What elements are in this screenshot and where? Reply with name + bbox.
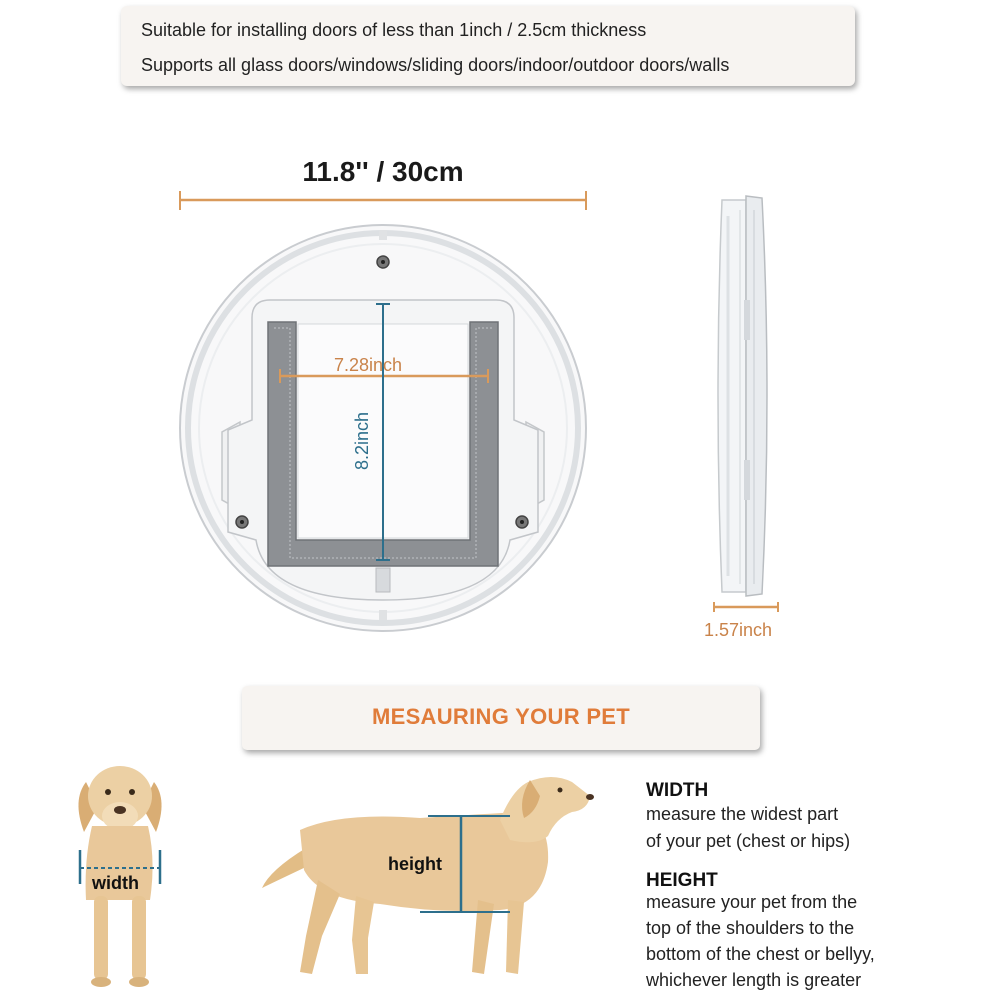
section-banner <box>242 686 760 750</box>
thickness-note: Suitable for installing doors of less than 1inch / 2.5cm thickness <box>141 20 647 40</box>
width-line-2: of your pet (chest or hips) <box>646 831 851 851</box>
overall-width-dimension-line <box>180 191 586 210</box>
height-line-4: whichever length is greater <box>646 970 862 990</box>
dog-side-view <box>262 777 594 974</box>
height-line-1: measure your pet from the <box>646 892 858 912</box>
dog-width-label: width <box>92 873 139 893</box>
pet-door-side-view <box>718 196 767 596</box>
overall-width-label: 11.8'' / 30cm <box>302 156 464 187</box>
height-line-3: bottom of the chest or bellyy, <box>646 944 875 964</box>
height-instructions <box>646 870 996 991</box>
dog-height-label: height <box>388 854 442 874</box>
thickness-label: 1.57inch <box>704 620 773 640</box>
section-title: MESAURING YOUR PET <box>371 704 631 729</box>
compatibility-note: Supports all glass doors/windows/sliding doors/indoor/outdoor doors/walls <box>141 55 730 75</box>
thickness-dimension-line <box>714 602 778 612</box>
width-heading: WIDTH <box>646 780 709 801</box>
width-line-1: measure the widest part <box>646 804 839 824</box>
height-heading: HEIGHT <box>646 870 718 891</box>
opening-width-label: 7.28inch <box>334 355 403 375</box>
opening-height-label: 8.2inch <box>352 411 372 471</box>
height-line-2: top of the shoulders to the <box>646 918 855 938</box>
width-instructions <box>646 780 996 852</box>
